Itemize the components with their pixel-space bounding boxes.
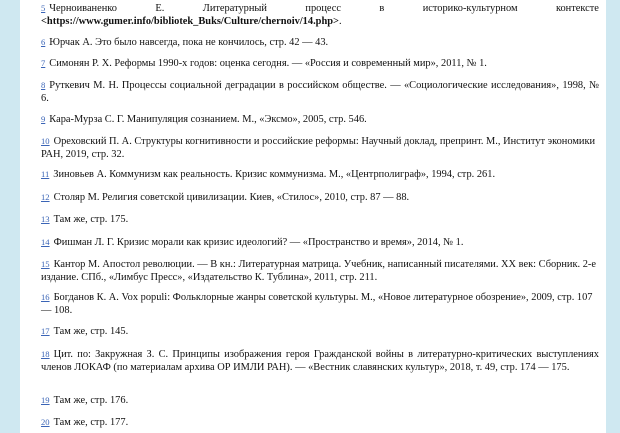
footnote-number-link[interactable]: 15	[41, 259, 50, 269]
footnote-10	[41, 135, 599, 161]
footnote-number-link[interactable]: 20	[41, 417, 50, 427]
footnote-5-word: процесс	[305, 3, 341, 14]
footnote-8	[41, 79, 599, 105]
footnote-text: Юрчак А. Это было навсегда, пока не кончилось, стр. 42 — 43.	[49, 37, 329, 48]
footnote-text: Там же, стр. 176.	[53, 395, 129, 406]
footnote-5-word: Е.	[155, 3, 165, 14]
footnote-url-link[interactable]: <https://www.gumer.info/bibliotek_Buks/Culture/chernoiv/14.php>	[41, 16, 339, 27]
footnote-number-link[interactable]: 5	[41, 3, 46, 13]
footnote-5-word: 5 Черноиваненко	[41, 3, 118, 14]
footnote-text: Руткевич М. Н. Процессы социальной деградации в российском обществе. — «Социологические исследования», 1998, № 6.	[41, 80, 599, 104]
footnote-5-first-line	[41, 2, 599, 15]
footnote-15	[41, 258, 599, 284]
footnote-text: Кантор М. Апостол революции. — В кн.: Литературная матрица. Учебник, написанный писателями. XX век: Сборник. 2-е издание. СПб., «Лимбус Пресс», «Издательство К. Тублина», 2011, стр. 211.	[41, 259, 597, 283]
footnote-text: Там же, стр. 177.	[53, 417, 129, 428]
footnote-number-link[interactable]: 11	[41, 169, 50, 179]
footnote-20	[41, 416, 599, 429]
footnote-number-link[interactable]: 14	[41, 237, 50, 247]
footnote-text: Богданов К. А. Vox populi: Фольклорные жанры советской культуры. М., «Новое литературное обозрение», 2009, стр. 107 — 108.	[41, 292, 593, 316]
footnote-5-word: в	[379, 3, 385, 14]
footnote-9	[41, 113, 599, 126]
footnote-text: Симонян Р. Х. Реформы 1990-х годов: оценка сегодня. — «Россия и современный мир», 2011, № 1.	[49, 58, 487, 69]
footnote-11	[41, 168, 599, 181]
footnote-number-link[interactable]: 6	[41, 37, 46, 47]
footnote-text: Зиновьев А. Коммунизм как реальность. Кризис коммунизма. М., «Центрполиграф», 1994, стр. 261.	[53, 169, 496, 180]
document-page	[20, 0, 606, 433]
footnote-number-link[interactable]: 13	[41, 214, 50, 224]
footnote-text: Там же, стр. 145.	[53, 326, 129, 337]
footnote-6	[41, 36, 599, 49]
footnote-number-link[interactable]: 12	[41, 192, 50, 202]
footnote-text: Цит. по: Закружная З. С. Принципы изображения героя Гражданской войны в литературно-критических выступлениях членов ЛОКАФ (по материалам архива ОР ИМЛИ РАН). — «Вестник славянских культур», 2018, т. 49, стр. 174 — 175.	[41, 349, 599, 373]
footnote-17	[41, 325, 599, 338]
footnote-13	[41, 213, 599, 226]
footnote-5-word: Литературный	[202, 3, 267, 14]
footnote-number-link[interactable]: 7	[41, 58, 46, 68]
footnote-text: Кара-Мурза С. Г. Манипуляция сознанием. М., «Эксмо», 2005, стр. 546.	[49, 114, 367, 125]
footnote-18	[41, 348, 599, 374]
footnote-16	[41, 291, 599, 317]
footnote-5-word: историко-культурном	[422, 3, 518, 14]
footnote-text: Столяр М. Религия советской цивилизации. Киев, «Стилос», 2010, стр. 87 — 88.	[53, 192, 410, 203]
footnote-number-link[interactable]: 10	[41, 136, 50, 146]
footnote-5	[41, 2, 599, 28]
footnote-number-link[interactable]: 8	[41, 80, 46, 90]
footnote-14	[41, 236, 599, 249]
footnote-text: Ореховский П. А. Структуры когнитивности и российские реформы: Научный доклад, препринт. М., Институт экономики РАН, 2019, стр. 32.	[41, 136, 596, 160]
footnote-number-link[interactable]: 16	[41, 292, 50, 302]
footnote-number-link[interactable]: 19	[41, 395, 50, 405]
footnote-19	[41, 394, 599, 407]
footnote-text: Там же, стр. 175.	[53, 214, 129, 225]
footnote-5-second-line: <https://www.gumer.info/bibliotek_Buks/Culture/chernoiv/14.php>.	[41, 16, 342, 27]
footnote-5-word: контексте	[555, 3, 599, 14]
footnote-number-link[interactable]: 17	[41, 326, 50, 336]
footnote-number-link[interactable]: 9	[41, 114, 46, 124]
footnote-number-link[interactable]: 18	[41, 349, 50, 359]
footnote-7	[41, 57, 599, 70]
footnote-text: Фишман Л. Г. Кризис морали как кризис идеологий? — «Пространство и время», 2014, № 1.	[53, 237, 464, 248]
footnote-12	[41, 191, 599, 204]
